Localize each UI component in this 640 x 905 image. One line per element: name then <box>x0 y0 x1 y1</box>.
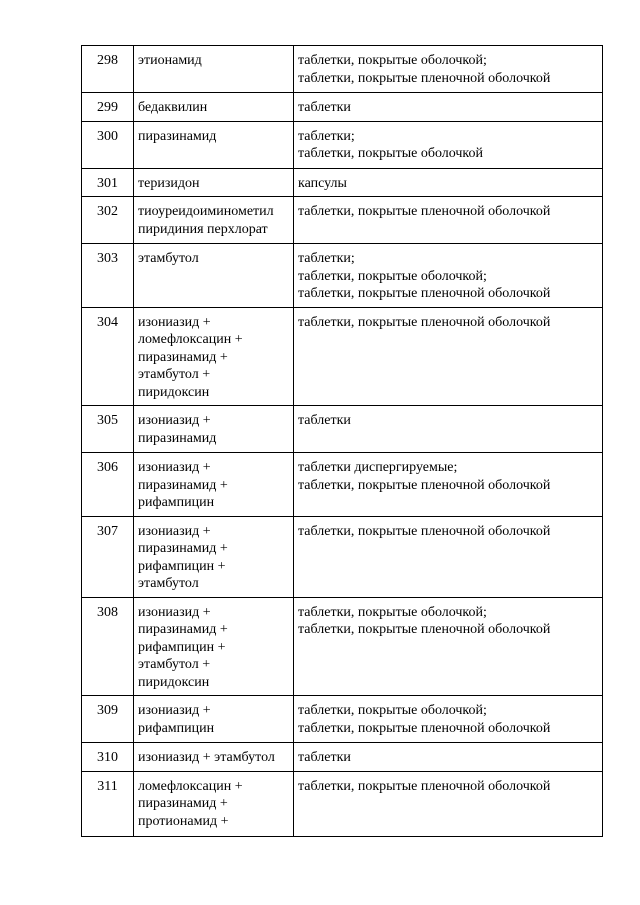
drug-name-line: изониазид + <box>138 604 211 620</box>
dosage-form-line: таблетки, покрытые оболочкой; <box>298 703 487 718</box>
drug-name-line: этамбутол <box>138 251 199 266</box>
drug-name-line: изониазид + <box>138 703 211 718</box>
row-number-cell: 305 <box>82 406 134 453</box>
drug-name-cell <box>134 307 294 406</box>
table-row <box>82 516 603 597</box>
table-row <box>82 771 603 836</box>
drug-name-line: рифампицин + <box>138 639 226 655</box>
table-row <box>82 93 603 122</box>
drug-name-line: пиразинамид <box>138 128 217 144</box>
dosage-form-cell <box>294 168 603 197</box>
row-number-cell: 309 <box>82 696 134 743</box>
drug-name-line: пиразинамид + <box>138 622 228 637</box>
dosage-form-line: таблетки, покрытые пленочной оболочкой <box>298 778 551 794</box>
drug-name-cell <box>134 244 294 308</box>
dosage-form-line: таблетки, покрытые пленочной оболочкой <box>298 70 551 86</box>
drug-name-cell <box>134 696 294 743</box>
dosage-form-cell <box>294 93 603 122</box>
drug-name-cell <box>134 121 294 168</box>
drug-name-cell <box>134 46 294 93</box>
dosage-form-line: таблетки, покрытые пленочной оболочкой <box>298 286 551 301</box>
dosage-form-line: таблетки, покрытые оболочкой; <box>298 604 487 620</box>
drug-name-line: рифампицин <box>138 495 215 510</box>
drug-name-line: пиразинамид + <box>138 477 228 493</box>
dosage-form-cell <box>294 516 603 597</box>
drug-table <box>81 45 603 837</box>
drug-name-line: теризидон <box>138 175 200 191</box>
drug-name-cell <box>134 771 294 836</box>
drug-name-line: пиридиния перхлорат <box>138 221 268 237</box>
row-number-cell: 300 <box>82 121 134 168</box>
table-row <box>82 743 603 772</box>
row-number-cell: 299 <box>82 93 134 122</box>
drug-name-cell <box>134 516 294 597</box>
drug-name-line: бедаквилин <box>138 100 208 115</box>
dosage-form-line: таблетки; <box>298 128 355 144</box>
drug-name-line: пиразинамид + <box>138 541 228 556</box>
drug-name-line: изониазид + <box>138 460 211 475</box>
row-number-cell: 306 <box>82 453 134 517</box>
table-row <box>82 597 603 696</box>
table-body <box>82 46 603 837</box>
drug-name-line: этамбутол + <box>138 657 211 672</box>
row-number-cell: 301 <box>82 168 134 197</box>
drug-name-line: тиоуреидоиминометил <box>138 204 274 219</box>
drug-name-cell <box>134 406 294 453</box>
dosage-form-line: таблетки, покрытые пленочной оболочкой <box>298 477 551 493</box>
dosage-form-line: таблетки, покрытые оболочкой; <box>298 53 487 68</box>
drug-name-line: этамбутол <box>138 576 199 591</box>
drug-name-line: пиридоксин <box>138 384 210 400</box>
dosage-form-line: таблетки; <box>298 251 355 266</box>
dosage-form-cell <box>294 597 603 696</box>
drug-name-line: этионамид <box>138 53 202 68</box>
dosage-form-cell <box>294 197 603 244</box>
dosage-form-line: таблетки, покрытые пленочной оболочкой <box>298 204 551 219</box>
dosage-form-line: таблетки <box>298 750 351 765</box>
dosage-form-cell <box>294 244 603 308</box>
dosage-form-cell <box>294 771 603 836</box>
row-number-cell: 304 <box>82 307 134 406</box>
drug-name-line: пиразинамид + <box>138 796 228 811</box>
drug-name-cell <box>134 168 294 197</box>
table-row <box>82 244 603 308</box>
table-row <box>82 121 603 168</box>
dosage-form-line: таблетки, покрытые оболочкой; <box>298 268 487 284</box>
dosage-form-line: таблетки <box>298 413 351 428</box>
drug-name-line: изониазид + <box>138 314 211 330</box>
dosage-form-line: таблетки, покрытые пленочной оболочкой <box>298 314 551 330</box>
table-row <box>82 696 603 743</box>
row-number-cell: 308 <box>82 597 134 696</box>
dosage-form-cell <box>294 46 603 93</box>
dosage-form-cell <box>294 121 603 168</box>
dosage-form-cell <box>294 453 603 517</box>
drug-name-line: рифампицин <box>138 720 215 736</box>
row-number-cell: 307 <box>82 516 134 597</box>
drug-name-line: ломефлоксацин + <box>138 778 243 794</box>
dosage-form-cell <box>294 696 603 743</box>
table-row <box>82 307 603 406</box>
drug-name-line: этамбутол + <box>138 367 211 382</box>
dosage-form-line: таблетки, покрытые пленочной оболочкой <box>298 622 551 637</box>
drug-name-line: рифампицин + <box>138 558 226 574</box>
table-row <box>82 197 603 244</box>
dosage-form-line: таблетки <box>298 100 351 115</box>
dosage-form-cell <box>294 743 603 772</box>
row-number-cell: 302 <box>82 197 134 244</box>
dosage-form-line: таблетки диспергируемые; <box>298 460 458 475</box>
drug-name-line: ломефлоксацин + <box>138 332 243 347</box>
drug-name-line: изониазид + <box>138 523 211 539</box>
table-row <box>82 453 603 517</box>
drug-name-line: пиразинамид <box>138 430 217 446</box>
drug-name-cell <box>134 93 294 122</box>
row-number-cell: 310 <box>82 743 134 772</box>
drug-name-line: изониазид + <box>138 413 211 428</box>
drug-name-cell <box>134 743 294 772</box>
drug-name-line: изониазид + этамбутол <box>138 750 275 765</box>
dosage-form-line: таблетки, покрытые пленочной оболочкой <box>298 523 551 539</box>
dosage-form-cell <box>294 307 603 406</box>
dosage-form-line: таблетки, покрытые оболочкой <box>298 146 484 161</box>
drug-name-cell <box>134 197 294 244</box>
drug-name-cell <box>134 597 294 696</box>
table-row <box>82 46 603 93</box>
table-row <box>82 406 603 453</box>
drug-name-line: пиразинамид + <box>138 349 228 365</box>
drug-name-cell <box>134 453 294 517</box>
drug-name-line: пиридоксин <box>138 674 210 690</box>
table-row <box>82 168 603 197</box>
dosage-form-line: таблетки, покрытые пленочной оболочкой <box>298 720 551 736</box>
row-number-cell: 298 <box>82 46 134 93</box>
dosage-form-cell <box>294 406 603 453</box>
row-number-cell: 303 <box>82 244 134 308</box>
row-number-cell: 311 <box>82 771 134 836</box>
drug-name-line: протионамид + <box>138 813 229 829</box>
dosage-form-line: капсулы <box>298 175 347 191</box>
